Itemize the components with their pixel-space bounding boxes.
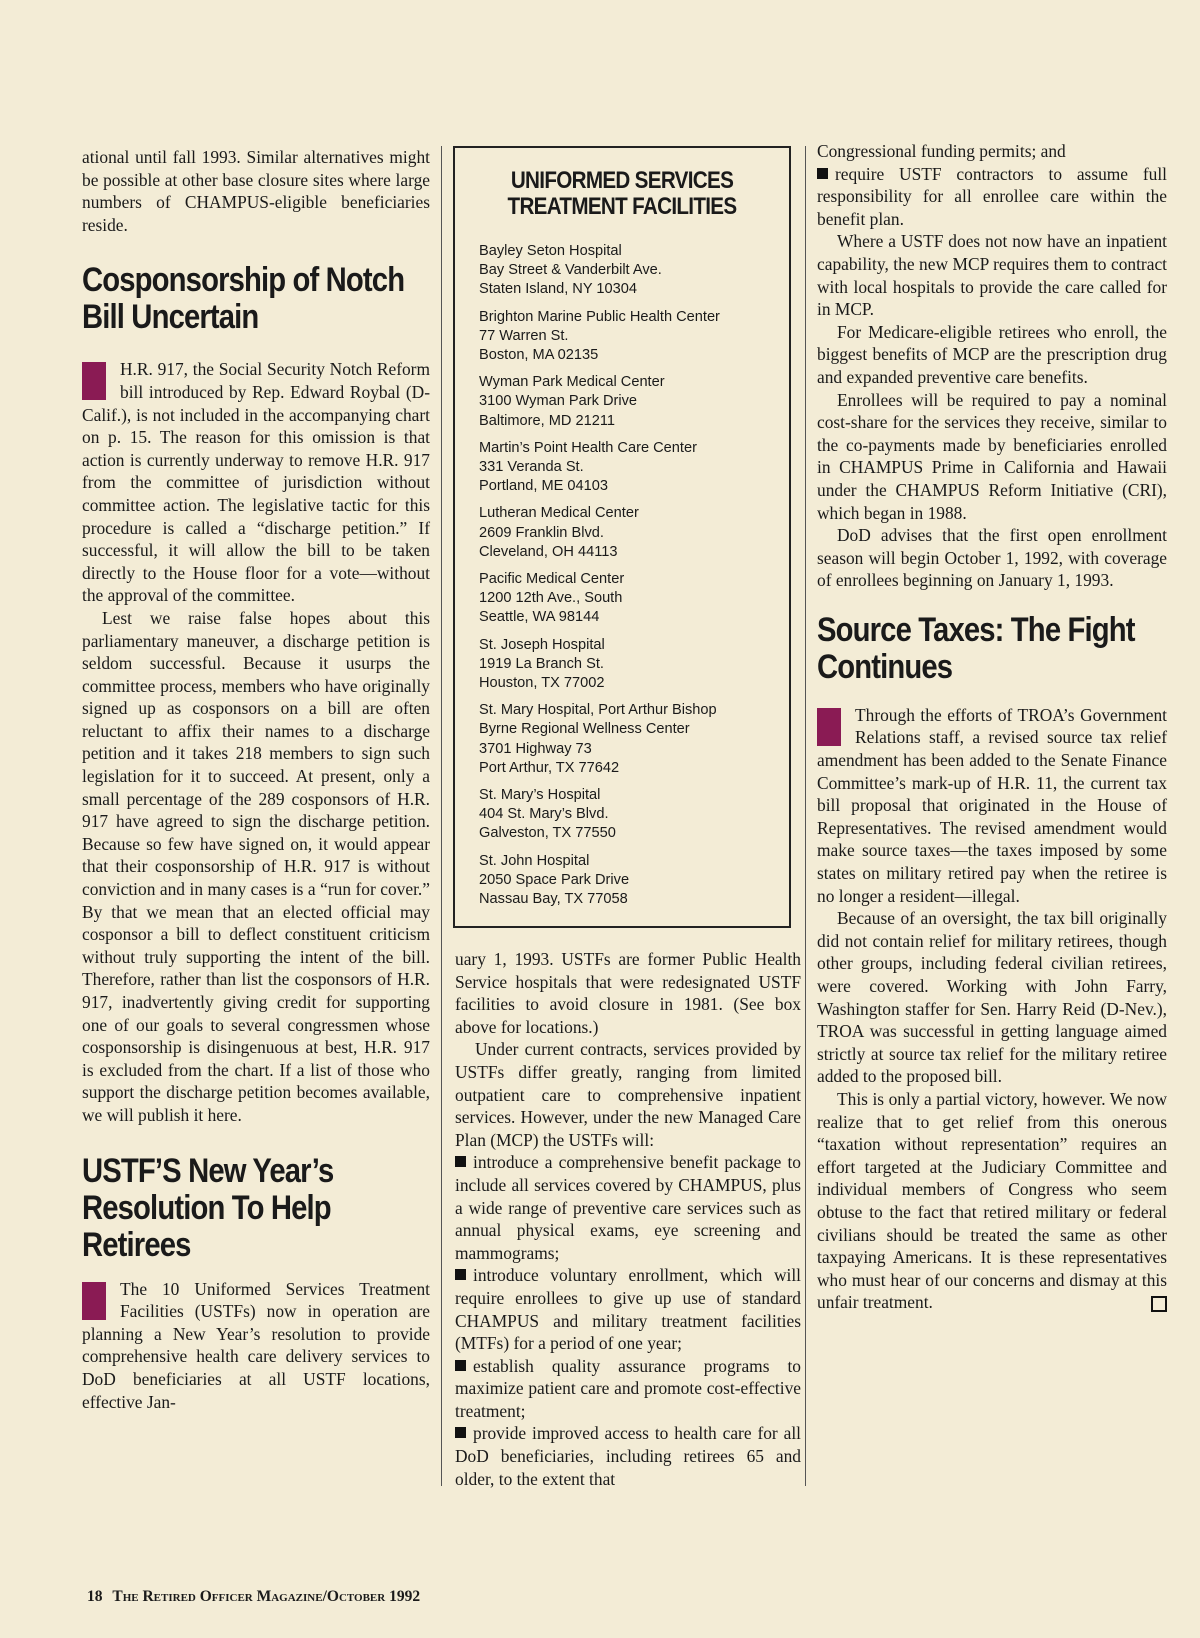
facility-line: Bay Street & Vanderbilt Ave.	[479, 262, 662, 279]
heading-ustf-resolution: USTF’S New Year’s Resolution To Help Retirees	[82, 1151, 334, 1264]
facility-line: 2050 Space Park Drive	[479, 871, 630, 888]
column-1	[82, 146, 430, 1413]
bullet-icon	[455, 1156, 466, 1167]
bullet-icon	[455, 1269, 466, 1280]
facility-line: Galveston, TX 77550	[479, 825, 616, 842]
facility-line: Baltimore, MD 21211	[479, 412, 615, 429]
intro-paragraph: ational until fall 1993. Similar alternatives might be possible at other base closure sites where large numbers of CHAMPUS-eligible beneficiaries reside.	[82, 147, 430, 235]
section-source-taxes	[817, 704, 1167, 1314]
notch-paragraph-1: H.R. 917, the Social Security Notch Reform bill introduced by Rep. Edward Roybal (D-Calif.), is not included in the accompanying chart on p. 15. The reason for this omission is that action is currently underway to remove H.R. 917 from the committee of jurisdiction without committee action. The legislative tactic for this procedure is called a “discharge petition.” If successful, it will allow the bill to be taken directly to the House floor for a vote—without the approval of the committee.	[82, 359, 430, 606]
publication-title: The Retired Officer Magazine/October 1992	[112, 1588, 421, 1605]
facility-line: 1200 12th Ave., South	[479, 590, 623, 607]
page-footer	[87, 1588, 420, 1606]
col3-paragraph-1: Where a USTF does not now have an inpatient capability, the new MCP requires them to contract with local hospitals to provide the care called for in MCP.	[817, 231, 1167, 320]
facility-line: St. John Hospital	[479, 852, 590, 869]
facility-entry	[479, 308, 789, 366]
section-ustf-resolution	[82, 1278, 430, 1414]
list-item: require USTF contractors to assume full responsibility for all enrollee care within the benefit plan.	[817, 163, 1167, 229]
section-notch-bill	[82, 358, 430, 1126]
facility-line: Staten Island, NY 10304	[479, 281, 637, 298]
facility-line: Byrne Regional Wellness Center	[479, 721, 690, 738]
ustf-paragraph-1: The 10 Uniformed Services Treatment Facilities (USTFs) now in operation are planning a New Year’s resolution to provide comprehensive health care delivery services to DoD beneficiaries at all USTF locations, effective Jan-	[82, 1278, 430, 1412]
facility-line: 2609 Franklin Blvd.	[479, 524, 604, 541]
facility-line: Boston, MA 02135	[479, 347, 599, 364]
facility-line: 1919 La Branch St.	[479, 655, 604, 672]
column-3	[817, 140, 1167, 1314]
facility-entry	[479, 504, 789, 562]
end-mark-icon	[1151, 1296, 1167, 1312]
page-number: 18	[87, 1588, 103, 1605]
column-divider	[805, 146, 806, 1486]
facility-line: Wyman Park Medical Center	[479, 374, 665, 391]
drop-block-icon	[82, 362, 106, 400]
facility-line: Lutheran Medical Center	[479, 505, 639, 522]
facilities-box-title: UNIFORMED SERVICES TREATMENT FACILITIES	[507, 167, 737, 220]
facilities-box	[453, 146, 791, 928]
col3-paragraph-3: Enrollees will be required to pay a nominal cost-share for the services they receive, similar to the co-payments made by beneficiaries enrolled in CHAMPUS Prime in California and Hawaii under the CHAMPUS Reform Initiative (CRI), which began in 1988.	[817, 389, 1167, 523]
heading-source-taxes: Source Taxes: The Fight Continues	[817, 610, 1135, 686]
heading-notch-bill: Cosponsorship of Notch Bill Uncertain	[82, 261, 405, 337]
bullet-icon	[817, 168, 828, 179]
col3-paragraph-4: DoD advises that the first open enrollment season will begin October 1, 1992, with coverage of enrollees beginning on January 1, 1993.	[817, 525, 1167, 591]
drop-block-icon	[82, 1282, 106, 1320]
drop-block-icon	[817, 708, 841, 746]
facilities-list	[455, 242, 789, 909]
facility-entry	[479, 701, 789, 778]
facility-line: Cleveland, OH 44113	[479, 543, 618, 560]
notch-paragraph-2: Lest we raise false hopes about this parliamentary maneuver, a discharge petition is seldom successful. Because it usurps the committee process, members who have originally signed up as cosponsors on a bill are often reluctant to affix their names to a discharge petition and it takes 218 members to sign such legislation for it to succeed. At present, only a small percentage of the 289 cosponsors of H.R. 917 have agreed to sign the discharge petition. Because so few have signed on, it would appear that their cosponsorship of H.R. 917 is without conviction and in many cases is a “run for cover.” By that we mean that an elected official may cosponsor a bill to deflect constituent criticism without truly supporting the intent of the bill. Therefore, rather than list the cosponsors of H.R. 917, inadvertently giving credit for supporting one of our goals to several congressmen whose cosponsorship is disingenuous at best, H.R. 917 is excluded from the chart. If a list of those who support the discharge petition becomes available, we will publish it here.	[82, 607, 430, 1125]
facility-line: Bayley Seton Hospital	[479, 243, 622, 259]
source-tax-paragraph-1: Through the efforts of TROA’s Government Relations staff, a revised source tax relief amendment has been added to the Senate Finance Committee’s mark-up of H.R. 11, the current tax bill proposal that originated in the House of Representatives. The revised amendment would make source taxes—the taxes imposed by some states on military retired pay when the retiree is no longer a resident—illegal.	[817, 704, 1167, 906]
list-item: establish quality assurance programs to maximize patient care and promote cost-effective treatment;	[455, 1355, 801, 1421]
list-item: provide improved access to health care for all DoD beneficiaries, including retirees 65 and older, to the extent that	[455, 1423, 801, 1489]
facility-line: Portland, ME 04103	[479, 478, 608, 495]
facility-line: Martin’s Point Health Care Center	[479, 439, 697, 456]
facility-line: Nassau Bay, TX 77058	[479, 891, 628, 908]
facility-line: 331 Veranda St.	[479, 459, 584, 476]
facility-entry	[479, 636, 789, 694]
facility-entry	[479, 373, 789, 431]
facility-entry	[479, 852, 789, 910]
facility-line: 3701 Highway 73	[479, 740, 592, 757]
facility-line: St. Mary’s Hospital	[479, 787, 601, 804]
list-item: introduce voluntary enrollment, which will require enrollees to give up use of standard CHAMPUS and military treatment facilities (MTFs) for a period of one year;	[455, 1265, 801, 1354]
facility-line: St. Joseph Hospital	[479, 636, 605, 653]
facility-line: 77 Warren St.	[479, 327, 569, 344]
facility-line: Houston, TX 77002	[479, 675, 605, 692]
col3-paragraph-2: For Medicare-eligible retirees who enroll, the biggest benefits of MCP are the prescription drug and expanded preventive care benefits.	[817, 321, 1167, 387]
bullet-icon	[455, 1427, 466, 1438]
facility-line: Port Arthur, TX 77642	[479, 759, 620, 776]
facility-line: St. Mary Hospital, Port Arthur Bishop	[479, 702, 717, 719]
col2-paragraph-1: uary 1, 1993. USTFs are former Public Health Service hospitals that were redesignated USTF facilities to avoid closure in 1981. (See box above for locations.)	[455, 949, 801, 1037]
source-tax-paragraph-3: This is only a partial victory, however. We now realize that to get relief from this onerous “taxation without representation” requires an effort targeted at the Judiciary Committee and individual members of Congress who seem obtuse to the fact that retired military or federal civilians should be treated the same as other taxpaying Americans. It is these representatives who must hear of our concerns and dismay at this unfair treatment.	[817, 1088, 1167, 1313]
facility-entry	[479, 439, 789, 497]
bullet-icon	[455, 1360, 466, 1371]
col3-continued: Congressional funding permits; and	[817, 141, 1066, 161]
facility-line: 404 St. Mary’s Blvd.	[479, 806, 609, 823]
facility-entry	[479, 242, 789, 300]
column-2	[455, 948, 801, 1490]
list-item: introduce a comprehensive benefit package to include all services covered by CHAMPUS, plus a wide range of preventive care services such as annual physical exams, eye screening and mammograms;	[455, 1152, 801, 1263]
facility-line: Pacific Medical Center	[479, 571, 625, 588]
facility-line: Brighton Marine Public Health Center	[479, 308, 720, 325]
column-divider	[441, 146, 442, 1486]
facility-line: Seattle, WA 98144	[479, 609, 600, 626]
col2-paragraph-2: Under current contracts, services provided by USTFs differ greatly, ranging from limited outpatient care to comprehensive inpatient services. However, under the new Managed Care Plan (MCP) the USTFs will:	[455, 1039, 801, 1150]
facility-entry	[479, 786, 789, 844]
facility-line: 3100 Wyman Park Drive	[479, 393, 638, 410]
facility-entry	[479, 570, 789, 628]
source-tax-paragraph-2: Because of an oversight, the tax bill originally did not contain relief for military retirees, though other groups, including federal civilian retirees, were covered. Working with John Farry, Washington staffer for Sen. Harry Reid (D-Nev.), TROA was successful in getting language aimed strictly at source tax relief for the military retiree added to the proposed bill.	[817, 908, 1167, 1087]
